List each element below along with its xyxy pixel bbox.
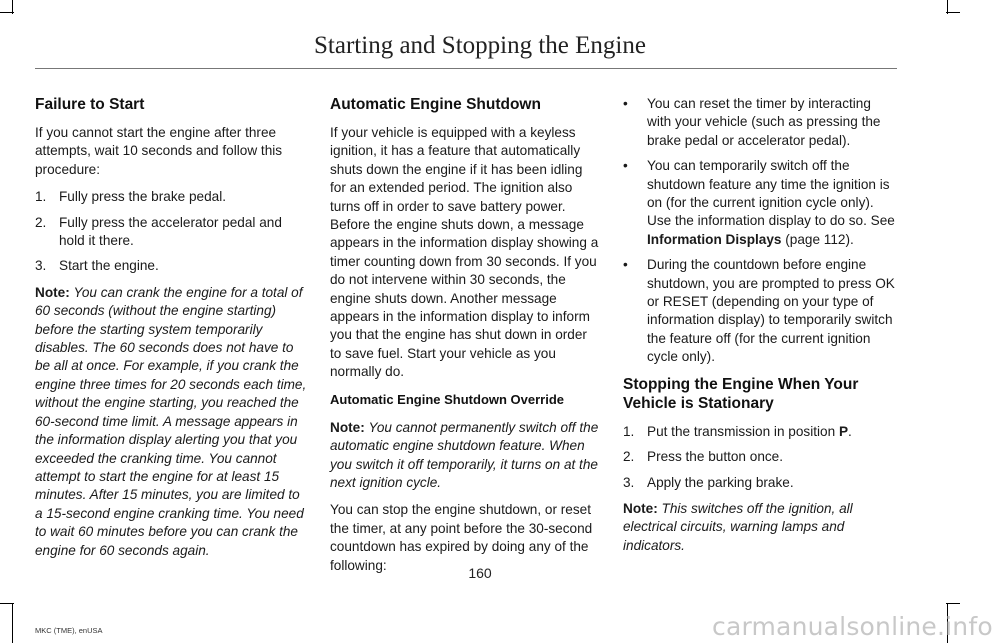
body-paragraph: You can stop the engine shutdown, or reset the timer, at any point before the 30-second countdown has expired by doing any of the following: <box>330 502 593 573</box>
step-number: 2. <box>623 449 635 465</box>
list-item <box>623 157 897 249</box>
list-item <box>623 95 897 150</box>
list-item <box>35 188 307 206</box>
bullet-text: During the countdown before engine shutdown, you are prompted to press OK or RESET (depending on your type of information display) to temporarily switch the feature off (for the current ignition cycle only). <box>647 257 895 365</box>
page-number: 160 <box>468 565 492 581</box>
section-heading-automatic-shutdown: Automatic Engine Shutdown <box>330 96 541 113</box>
step-text: Fully press the accelerator pedal and hold it there. <box>59 214 282 249</box>
note-label: Note: <box>330 419 365 435</box>
page-reference: (page 112). <box>785 231 854 247</box>
bullet-icon: • <box>623 96 628 111</box>
bullet-icon: • <box>623 257 628 273</box>
note-paragraph <box>330 419 602 493</box>
body-paragraph: If your vehicle is equipped with a keyless ignition, it has a feature that automatically shuts down the engine if it has been idling for an extended period. The ignition also turns off in order to save battery power. Before the engine shuts down, a message appears in the information display showing a timer counting down from 30 seconds. If you do not intervene within 30 seconds, the engine shuts down. Another message appears in the information display to inform you that the engine has shut down in order to save fuel. Start your vehicle as you normally do. <box>330 125 599 380</box>
column-1 <box>35 95 307 569</box>
step-text: Apply the parking brake. <box>647 474 794 490</box>
list-item <box>623 423 897 441</box>
crop-mark <box>12 603 13 643</box>
bullet-icon: • <box>623 158 628 174</box>
step-text: Start the engine. <box>59 258 159 274</box>
bullet-text: You can reset the timer by interacting with your vehicle (such as pressing the brake pedal or accelerator pedal). <box>647 96 881 148</box>
note-text: This switches off the ignition, all electrical circuits, warning lamps and indicators. <box>623 500 853 553</box>
intro-paragraph: If you cannot start the engine after three attempts, wait 10 seconds and follow this procedure: <box>35 125 283 177</box>
list-item <box>35 214 307 251</box>
step-number: 1. <box>35 189 47 205</box>
list-item <box>623 256 897 366</box>
note-label: Note: <box>35 284 70 300</box>
column-3 <box>623 95 897 564</box>
cross-reference-link[interactable]: Information Displays <box>647 231 782 247</box>
step-text: Put the transmission in position <box>647 423 836 439</box>
list-item <box>623 474 897 492</box>
crop-mark <box>0 603 14 604</box>
step-text: Fully press the brake pedal. <box>59 189 226 205</box>
header-rule <box>35 68 897 69</box>
note-paragraph <box>35 284 307 560</box>
document-id: MKC (TME), enUSA <box>35 626 103 635</box>
note-paragraph <box>623 500 897 555</box>
step-text: Press the button once. <box>647 449 784 465</box>
watermark: carmanualsonline.info <box>712 612 993 641</box>
section-heading-failure-to-start: Failure to Start <box>35 96 145 113</box>
list-item <box>35 257 307 275</box>
column-2 <box>330 95 602 584</box>
bullet-text: You can temporarily switch off the shutdown feature any time the ignition is on (for the current ignition cycle only). Use the information display to do so. See <box>647 158 895 229</box>
step-number: 1. <box>623 423 635 439</box>
subheading-shutdown-override: Automatic Engine Shutdown Override <box>330 391 565 407</box>
procedure-list <box>35 188 307 276</box>
gear-position: P <box>838 423 849 439</box>
procedure-list <box>623 423 897 492</box>
step-number: 2. <box>35 214 47 230</box>
crop-mark <box>946 603 960 604</box>
crop-mark <box>946 12 960 13</box>
step-number: 3. <box>35 258 47 274</box>
list-item <box>623 448 897 466</box>
crop-mark <box>0 12 14 13</box>
bullet-list <box>623 95 897 367</box>
section-heading-stopping-engine: Stopping the Engine When Your Vehicle is Stationary <box>623 375 859 412</box>
note-text: You can crank the engine for a total of 60 seconds (without the engine starting) before the starting system temporarily disables. The 60 seconds does not have to be all at once. For example, if you crank the engine three times for 20 seconds each time, without the engine starting, you reached the 60-second time limit. A message appears in the information display alerting you that you exceeded the cranking time. You cannot attempt to start the engine for at least 15 minutes. After 15 minutes, you are limited to a 15-second engine cranking time. You need to wait 60 minutes before you can crank the engine for 60 seconds again. <box>35 284 307 558</box>
note-text: You cannot permanently switch off the automatic engine shutdown feature. When you switch it off temporarily, it turns on at the next ignition cycle. <box>330 419 599 490</box>
note-label: Note: <box>623 500 658 516</box>
page-header-title: Starting and Stopping the Engine <box>314 32 646 59</box>
step-number: 3. <box>623 474 635 490</box>
step-text-end: . <box>848 423 852 439</box>
